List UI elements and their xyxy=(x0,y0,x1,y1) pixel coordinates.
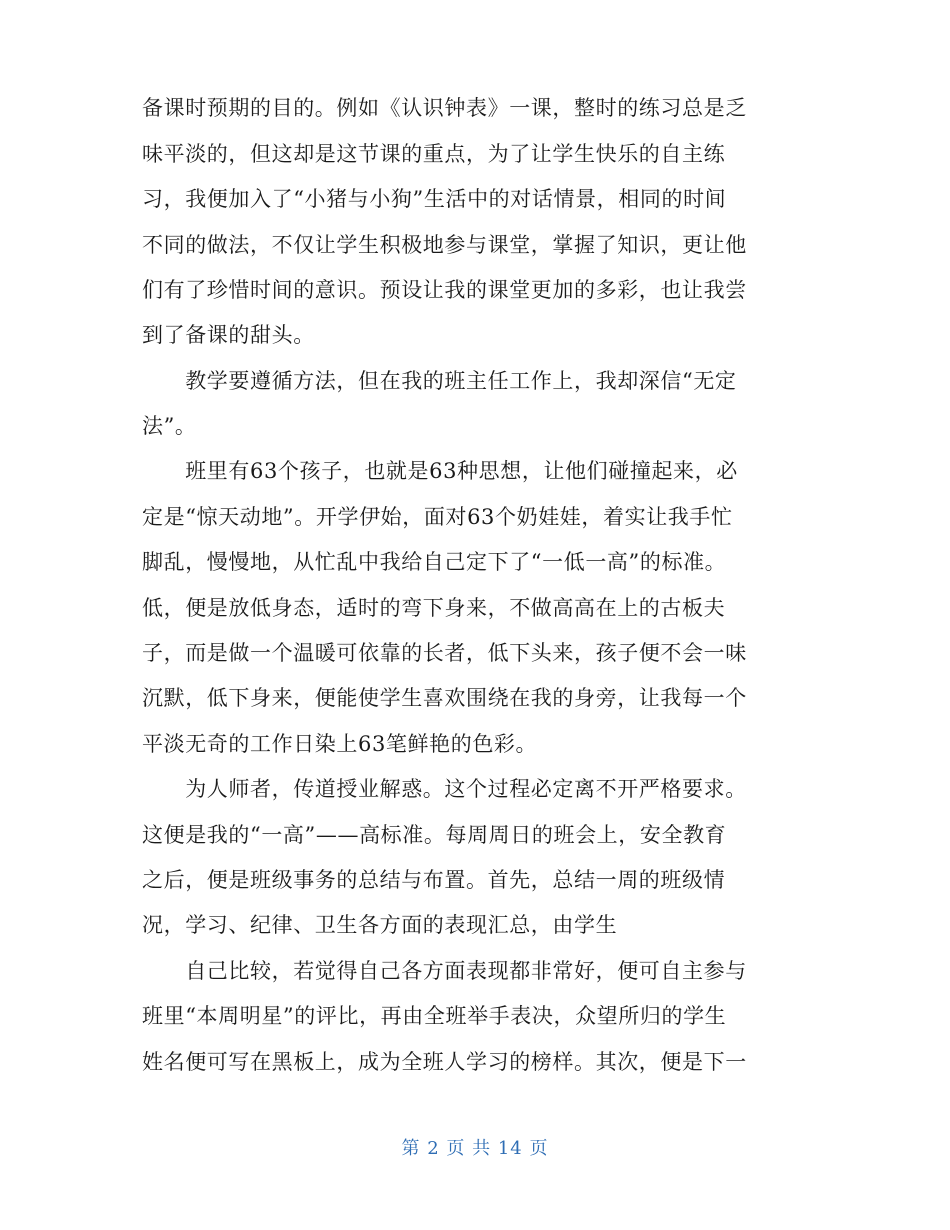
text-line: 法”。 xyxy=(142,414,197,438)
text-line: 备课时预期的目的。例如《认识钟表》一课，整时的练习总是乏 xyxy=(142,96,747,120)
text-line: 脚乱，慢慢地，从忙乱中我给自己定下了“一低一高”的标准。 xyxy=(142,550,727,574)
text-line: 为人师者，传道授业解惑。这个过程必定离不开严格要求。 xyxy=(142,777,747,801)
text-line: 们有了珍惜时间的意识。预设让我的课堂更加的多彩，也让我尝 xyxy=(142,278,747,302)
text-line: 定是“惊天动地”。开学伊始，面对63个奶娃娃，着实让我手忙 xyxy=(142,505,733,529)
text-line: 到了备课的甜头。 xyxy=(142,323,315,347)
text-line: 沉默，低下身来，便能使学生喜欢围绕在我的身旁，让我每一个 xyxy=(142,686,747,710)
text-line: 低，便是放低身态，适时的弯下身来，不做高高在上的古板夫 xyxy=(142,596,726,620)
text-line: 教学要遵循方法，但在我的班主任工作上，我却深信“无定 xyxy=(142,369,737,393)
text-line: 之后，便是班级事务的总结与布置。首先，总结一周的班级情 xyxy=(142,868,726,892)
page-number-footer: 第 2 页 共 14 页 xyxy=(401,1138,549,1159)
text-line: 习，我便加入了“小猪与小狗”生活中的对话情景，相同的时间 xyxy=(142,187,727,211)
text-line: 不同的做法，不仅让学生积极地参与课堂，掌握了知识，更让他 xyxy=(142,233,747,257)
text-line: 自己比较，若觉得自己各方面表现都非常好，便可自主参与 xyxy=(142,959,747,983)
text-line: 班里有63个孩子，也就是63种思想，让他们碰撞起来，必 xyxy=(142,459,738,483)
text-line: 班里“本周明星”的评比，再由全班举手表决，众望所归的学生 xyxy=(142,1004,727,1028)
text-line: 况，学习、纪律、卫生各方面的表现汇总，由学生 xyxy=(142,913,618,937)
text-line: 这便是我的“一高”——高标准。每周周日的班会上，安全教育 xyxy=(142,823,727,847)
text-line: 子，而是做一个温暖可依靠的长者，低下头来，孩子便不会一味 xyxy=(142,641,747,665)
text-line: 味平淡的，但这却是这节课的重点，为了让学生快乐的自主练 xyxy=(142,142,726,166)
text-line: 姓名便可写在黑板上，成为全班人学习的榜样。其次，便是下一 xyxy=(142,1050,747,1074)
text-line: 平淡无奇的工作日染上63笔鲜艳的色彩。 xyxy=(142,732,538,756)
